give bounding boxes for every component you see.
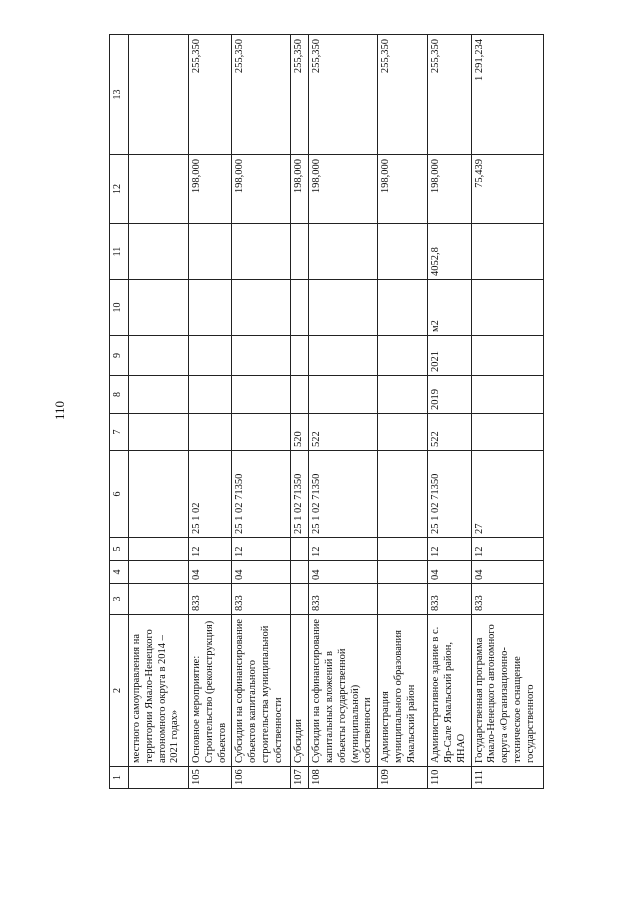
table-cell-col-6: 25 1 02 71350 (428, 451, 471, 538)
table-cell-col-5 (291, 538, 309, 561)
table-cell-col-12: 198,000 (291, 155, 309, 224)
table-cell-col-2: Государственная программа Ямало-Ненецкого автономного округа «Организационно-техническое оснащение государственного (471, 615, 543, 767)
table-cell-col-7 (471, 414, 543, 451)
table-cell-col-3 (378, 584, 428, 615)
table-cell-col-1: 106 (232, 767, 291, 789)
table-cell-col-2: Административное здание в с. Яр-Сале Ямальский район, ЯНАО (428, 615, 471, 767)
table-cell-col-10 (232, 280, 291, 336)
header-cell-5: 5 (110, 538, 129, 561)
table-cell-col-2: Субсидии на софинансирование капитальных вложений в объекты государственной (муниципальной) собственности (309, 615, 378, 767)
table-row (189, 35, 232, 789)
table-cell-col-5: 12 (232, 538, 291, 561)
table-cell-col-1: 105 (189, 767, 232, 789)
table-cell-col-1: 109 (378, 767, 428, 789)
table-cell-col-10 (129, 280, 189, 336)
table-cell-col-7: 522 (428, 414, 471, 451)
table-row (428, 35, 471, 789)
table-cell-col-10 (378, 280, 428, 336)
table-cell-col-11 (471, 224, 543, 280)
table-row (291, 35, 309, 789)
table-cell-col-13: 255,350 (378, 35, 428, 155)
table-cell-col-9 (232, 336, 291, 376)
table-cell-col-13: 255,350 (309, 35, 378, 155)
table-cell-col-11 (129, 224, 189, 280)
table-cell-col-1: 111 (471, 767, 543, 789)
header-cell-12: 12 (110, 155, 129, 224)
table-cell-col-5: 12 (471, 538, 543, 561)
header-cell-4: 4 (110, 561, 129, 584)
table-cell-col-1 (129, 767, 189, 789)
table-cell-col-3: 833 (309, 584, 378, 615)
header-cell-11: 11 (110, 224, 129, 280)
table-cell-col-6: 25 1 02 71350 (291, 451, 309, 538)
table-cell-col-9 (471, 336, 543, 376)
table-cell-col-3 (291, 584, 309, 615)
table-cell-col-6 (129, 451, 189, 538)
budget-table (109, 34, 544, 789)
table-cell-col-13: 255,350 (291, 35, 309, 155)
table-row (378, 35, 428, 789)
table-cell-col-2: Администрация муниципального образования Ямальский район (378, 615, 428, 767)
table-cell-col-9 (378, 336, 428, 376)
table-cell-col-6 (378, 451, 428, 538)
budget-table-rotated (109, 35, 536, 789)
table-cell-col-5: 12 (309, 538, 378, 561)
table-cell-col-5: 12 (428, 538, 471, 561)
table-cell-col-8 (309, 376, 378, 414)
table-cell-col-4 (291, 561, 309, 584)
table-header-row (110, 35, 129, 789)
header-cell-6: 6 (110, 451, 129, 538)
table-cell-col-12: 198,000 (428, 155, 471, 224)
table-cell-col-11 (232, 224, 291, 280)
table-cell-col-8 (378, 376, 428, 414)
table-cell-col-2: Субсидии на софинансирование объектов капитального строительства муниципальной собственности (232, 615, 291, 767)
table-cell-col-6: 27 (471, 451, 543, 538)
table-cell-col-7 (129, 414, 189, 451)
table-cell-col-7 (189, 414, 232, 451)
table-cell-col-1: 110 (428, 767, 471, 789)
table-cell-col-12: 198,000 (189, 155, 232, 224)
table-cell-col-4 (129, 561, 189, 584)
table-row (309, 35, 378, 789)
table-cell-col-4: 04 (309, 561, 378, 584)
table-cell-col-4: 04 (232, 561, 291, 584)
table-cell-col-9 (309, 336, 378, 376)
table-cell-col-4: 04 (428, 561, 471, 584)
table-cell-col-11 (291, 224, 309, 280)
table-cell-col-8 (129, 376, 189, 414)
table-row (129, 35, 189, 789)
table-cell-col-13: 1 291,234 (471, 35, 543, 155)
table-cell-col-3: 833 (189, 584, 232, 615)
table-cell-col-13: 255,350 (428, 35, 471, 155)
table-cell-col-4 (378, 561, 428, 584)
table-cell-col-8 (471, 376, 543, 414)
table-cell-col-9 (291, 336, 309, 376)
header-cell-7: 7 (110, 414, 129, 451)
table-cell-col-12 (129, 155, 189, 224)
table-cell-col-11: 4052,8 (428, 224, 471, 280)
header-cell-13: 13 (110, 35, 129, 155)
table-cell-col-10 (291, 280, 309, 336)
table-cell-col-13 (129, 35, 189, 155)
table-cell-col-13: 255,350 (189, 35, 232, 155)
header-cell-1: 1 (110, 767, 129, 789)
header-cell-9: 9 (110, 336, 129, 376)
table-row (471, 35, 543, 789)
table-cell-col-11 (189, 224, 232, 280)
table-cell-col-5 (129, 538, 189, 561)
table-cell-col-1: 108 (309, 767, 378, 789)
table-cell-col-5 (378, 538, 428, 561)
table-row (232, 35, 291, 789)
table-cell-col-9 (189, 336, 232, 376)
page-number: 110 (52, 400, 67, 420)
header-cell-10: 10 (110, 280, 129, 336)
table-cell-col-11 (309, 224, 378, 280)
table-cell-col-12: 198,000 (232, 155, 291, 224)
table-cell-col-2: местного самоуправления на территории Ямало-Ненецкого автономного округа в 2014 – 2021 годах» (129, 615, 189, 767)
table-cell-col-6: 25 1 02 71350 (309, 451, 378, 538)
table-cell-col-4: 04 (189, 561, 232, 584)
table-cell-col-2: Субсидии (291, 615, 309, 767)
table-cell-col-3: 833 (232, 584, 291, 615)
table-cell-col-3: 833 (428, 584, 471, 615)
table-cell-col-6: 25 1 02 71350 (232, 451, 291, 538)
table-cell-col-2: Основное мероприятие: Строительство (реконструкция) объектов (189, 615, 232, 767)
table-cell-col-12: 198,000 (309, 155, 378, 224)
table-cell-col-8: 2019 (428, 376, 471, 414)
table-cell-col-7: 522 (309, 414, 378, 451)
table-cell-col-13: 255,350 (232, 35, 291, 155)
table-cell-col-4: 04 (471, 561, 543, 584)
table-cell-col-12: 75,439 (471, 155, 543, 224)
table-cell-col-9: 2021 (428, 336, 471, 376)
table-cell-col-10: м2 (428, 280, 471, 336)
table-cell-col-10 (189, 280, 232, 336)
table-cell-col-7: 520 (291, 414, 309, 451)
table-cell-col-9 (129, 336, 189, 376)
table-cell-col-1: 107 (291, 767, 309, 789)
header-cell-2: 2 (110, 615, 129, 767)
table-cell-col-8 (189, 376, 232, 414)
table-cell-col-11 (378, 224, 428, 280)
table-cell-col-7 (378, 414, 428, 451)
table-cell-col-10 (309, 280, 378, 336)
table-cell-col-8 (291, 376, 309, 414)
table-cell-col-8 (232, 376, 291, 414)
table-cell-col-5: 12 (189, 538, 232, 561)
table-cell-col-3 (129, 584, 189, 615)
table-cell-col-12: 198,000 (378, 155, 428, 224)
header-cell-8: 8 (110, 376, 129, 414)
table-cell-col-10 (471, 280, 543, 336)
header-cell-3: 3 (110, 584, 129, 615)
table-cell-col-3: 833 (471, 584, 543, 615)
table-cell-col-6: 25 1 02 (189, 451, 232, 538)
table-cell-col-7 (232, 414, 291, 451)
